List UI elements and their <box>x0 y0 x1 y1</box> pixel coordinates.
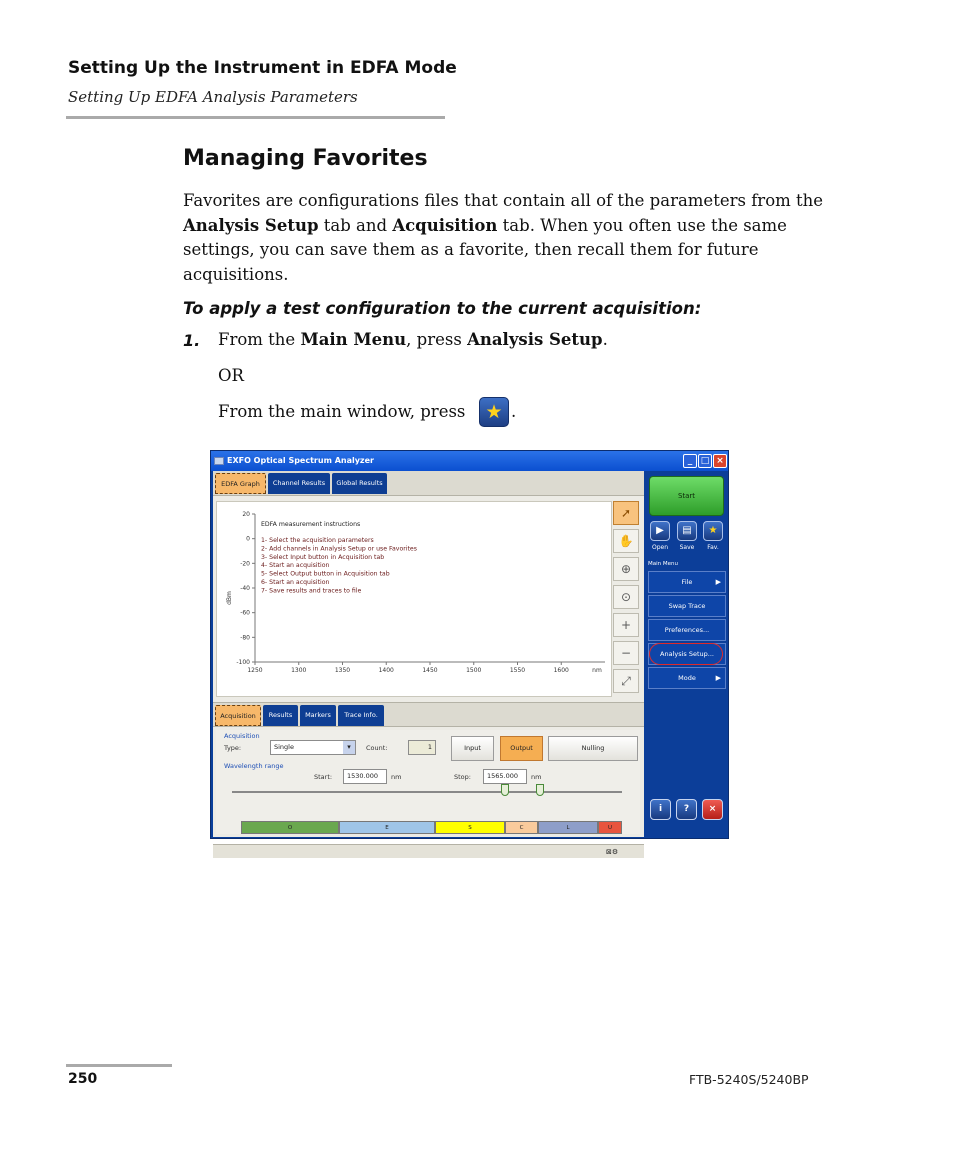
stop-wavelength-field[interactable]: 1565.000 <box>483 769 527 784</box>
stop-slider-handle[interactable] <box>536 784 544 796</box>
step-1-text-1: From the <box>218 330 301 349</box>
step-1-text-2: , press <box>406 330 468 349</box>
full-view-icon[interactable]: ⤢ <box>613 669 639 693</box>
band-l: L <box>538 821 598 834</box>
band-e: E <box>339 821 435 834</box>
main-panel <box>213 471 644 856</box>
tab-global-results[interactable]: Global Results <box>332 473 387 494</box>
header-rule <box>66 116 445 119</box>
menu-file-label: File <box>681 578 693 586</box>
instruction-line: 1- Select the acquisition parameters <box>261 537 374 544</box>
type-select[interactable] <box>270 740 356 755</box>
open-folder-icon[interactable]: ▶ <box>650 521 670 541</box>
save-label: Save <box>679 544 695 551</box>
help-icon[interactable]: ? <box>676 799 697 820</box>
chevron-right-icon: ▶ <box>715 578 721 586</box>
fav-label: Fav. <box>707 544 719 551</box>
start-label: Start: <box>314 773 333 781</box>
x-tick-label: 1300 <box>291 667 307 674</box>
graph-tabs <box>213 471 644 496</box>
side-panel <box>645 471 728 837</box>
wavelength-group-label: Wavelength range <box>224 762 284 770</box>
close-icon[interactable]: × <box>713 454 727 468</box>
band-u: U <box>598 821 622 834</box>
instruction-line: 4- Start an acquisition <box>261 562 330 570</box>
section-subtitle: Setting Up EDFA Analysis Parameters <box>68 88 358 106</box>
y-tick-label: 0 <box>246 535 250 543</box>
x-tick-label: 1550 <box>509 667 526 674</box>
menu-item-analysis-setup[interactable]: Analysis Setup... <box>648 643 726 665</box>
intro-text-2: tab and <box>318 215 393 235</box>
output-button[interactable]: Output <box>500 736 543 761</box>
alternative-text: From the main window, press <box>218 402 466 421</box>
procedure-heading: To apply a test configuration to the current acquisition: <box>183 299 702 318</box>
stop-unit: nm <box>531 773 542 781</box>
instruction-line: 3- Select Input button in Acquisition tab <box>261 553 385 561</box>
acquisition-tabs <box>213 702 644 727</box>
x-axis-label: nm <box>592 667 602 674</box>
step-number: 1. <box>183 331 201 350</box>
start-wavelength-field[interactable]: 1530.000 <box>343 769 387 784</box>
intro-text-1: Favorites are configurations files that contain all of the parameters from the <box>183 191 824 210</box>
acquisition-panel <box>216 730 640 834</box>
instruction-line: 7- Save results and traces to file <box>261 587 362 595</box>
product-model: FTB-5240S/5240BP <box>689 1072 809 1087</box>
y-tick-label: -60 <box>240 609 250 617</box>
window-titlebar <box>211 451 728 471</box>
spectrum-graph[interactable] <box>216 501 612 697</box>
menu-item-swap-trace[interactable]: Swap Trace <box>648 595 726 617</box>
type-label: Type: <box>224 744 242 752</box>
intro-bold-acquisition: Acquisition <box>392 215 498 235</box>
step-1 <box>218 330 608 349</box>
nulling-button[interactable]: Nulling <box>548 736 638 761</box>
tab-channel-results[interactable]: Channel Results <box>268 473 330 494</box>
zoom-out-icon[interactable]: − <box>613 641 639 665</box>
menu-item-file[interactable] <box>648 571 726 593</box>
band-s: S <box>435 821 505 834</box>
menu-item-preferences[interactable]: Preferences... <box>648 619 726 641</box>
x-tick-label: 1600 <box>553 667 569 674</box>
page-title: Managing Favorites <box>183 146 428 171</box>
info-icon[interactable]: i <box>650 799 671 820</box>
start-button[interactable]: Start <box>649 476 724 516</box>
status-bar <box>213 844 644 858</box>
y-tick-label: 20 <box>242 511 250 518</box>
intro-text-3: tab. When you often use the same settings, you can save them as a favorite, then recall them for future acquisitions. <box>183 215 787 284</box>
pointer-icon[interactable]: ➚ <box>613 501 639 525</box>
x-tick-label: 1450 <box>422 667 438 674</box>
start-slider-handle[interactable] <box>501 784 509 796</box>
star-icon: ★ <box>479 397 509 427</box>
analysis-setup-highlight <box>649 643 723 665</box>
tab-markers[interactable]: Markers <box>300 705 336 726</box>
favorites-star-icon[interactable]: ★ <box>703 521 723 541</box>
window-title: EXFO Optical Spectrum Analyzer <box>227 456 374 465</box>
acquisition-group-label: Acquisition <box>224 732 260 740</box>
chevron-right-icon: ▶ <box>715 674 721 682</box>
intro-bold-analysis-setup: Analysis Setup <box>183 215 319 235</box>
main-menu-label: Main Menu <box>648 561 678 567</box>
stop-label: Stop: <box>454 773 471 781</box>
spectrum-chart <box>217 502 613 698</box>
band-o: O <box>241 821 339 834</box>
zoom-in-icon[interactable]: + <box>613 613 639 637</box>
menu-item-mode[interactable] <box>648 667 726 689</box>
footer-rule <box>66 1064 172 1067</box>
intro-paragraph <box>183 189 833 287</box>
y-tick-label: -40 <box>240 585 250 592</box>
step-1-bold-main-menu: Main Menu <box>300 330 407 349</box>
instruction-line: 2- Add channels in Analysis Setup or use Favorites <box>261 545 417 553</box>
instruction-line: EDFA measurement instructions <box>261 521 361 528</box>
band-c: C <box>505 821 538 834</box>
x-tick-label: 1250 <box>247 667 263 674</box>
menu-mode-label: Mode <box>678 674 696 682</box>
input-button[interactable]: Input <box>451 736 494 761</box>
app-window <box>210 450 729 856</box>
x-tick-label: 1500 <box>466 667 482 674</box>
y-tick-label: -80 <box>240 634 250 642</box>
tab-trace-info[interactable]: Trace Info. <box>338 705 384 726</box>
alternative-period: . <box>511 402 517 421</box>
instruction-line: 6- Start an acquisition <box>261 579 330 586</box>
minimize-icon[interactable]: _ <box>683 454 697 468</box>
zoom-area-icon[interactable]: ⊕ <box>613 557 639 581</box>
open-label: Open <box>651 544 669 551</box>
or-text: OR <box>218 366 244 385</box>
x-tick-label: 1350 <box>334 667 351 674</box>
count-label: Count: <box>366 744 388 752</box>
wavelength-slider-track[interactable] <box>232 791 622 793</box>
app-icon <box>214 457 224 465</box>
pan-hand-icon[interactable]: ✋ <box>613 529 639 553</box>
tab-acquisition[interactable]: Acquisition <box>215 705 261 726</box>
save-icon[interactable]: ▤ <box>677 521 697 541</box>
y-axis-label: dBm <box>226 591 233 605</box>
exit-icon[interactable]: × <box>702 799 723 820</box>
tab-edfa-graph[interactable]: EDFA Graph <box>215 473 266 494</box>
start-unit: nm <box>391 773 402 781</box>
y-tick-label: -100 <box>236 659 250 666</box>
count-field[interactable]: 1 <box>408 740 436 755</box>
maximize-icon[interactable]: □ <box>698 454 712 468</box>
step-1-bold-analysis-setup: Analysis Setup <box>467 330 603 349</box>
step-1-text-3: . <box>602 330 608 349</box>
type-select-value: Single <box>274 743 294 751</box>
y-tick-label: -20 <box>240 560 250 568</box>
x-tick-label: 1400 <box>378 667 394 674</box>
zoom-icon[interactable]: ⊙ <box>613 585 639 609</box>
chevron-down-icon[interactable]: ▾ <box>343 741 355 754</box>
instruction-line: 5- Select Output button in Acquisition tab <box>261 570 390 578</box>
page-number: 250 <box>68 1071 98 1087</box>
keyboard-icon: ⊠⚙ <box>606 848 619 856</box>
tab-results[interactable]: Results <box>263 705 298 726</box>
chapter-title: Setting Up the Instrument in EDFA Mode <box>68 58 457 78</box>
